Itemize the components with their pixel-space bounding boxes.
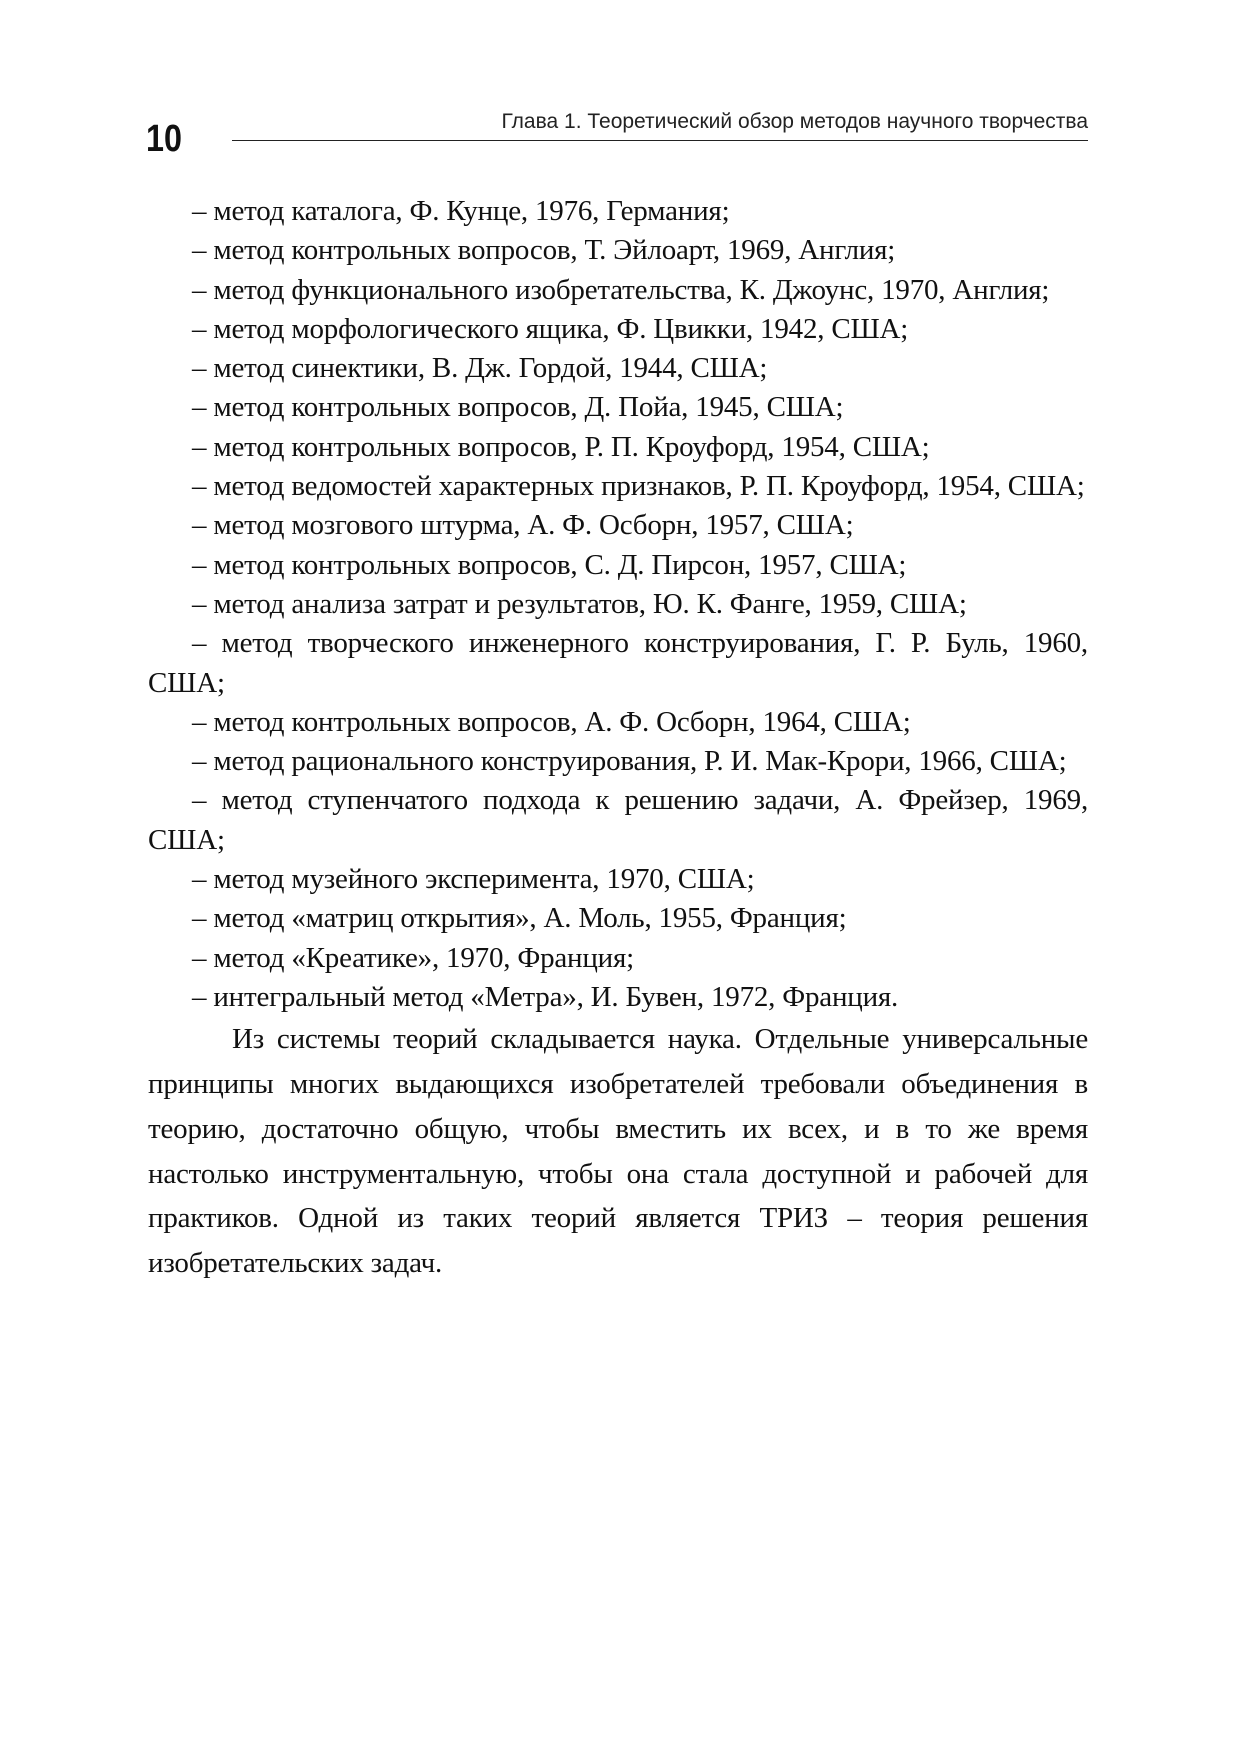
list-item: – метод контрольных вопросов, Д. Пойа, 1945, США; xyxy=(192,391,844,424)
list-item: – метод контрольных вопросов, Р. П. Кроуфорд, 1954, США; xyxy=(192,430,930,463)
list-item: – метод синектики, В. Дж. Гордой, 1944, США; xyxy=(192,352,768,385)
list-item: – метод контрольных вопросов, А. Ф. Осборн, 1964, США; xyxy=(192,705,911,738)
list-item: – метод рационального конструирования, Р. И. Мак-Крори, 1966, США; xyxy=(192,745,1067,778)
list-item: – метод контрольных вопросов, Т. Эйлоарт, 1969, Англия; xyxy=(192,234,896,267)
list-item: – метод «Креатике», 1970, Франция; xyxy=(192,941,634,974)
page-number: 10 xyxy=(146,118,182,160)
header-rule xyxy=(232,140,1088,141)
list-item: – метод мозгового штурма, А. Ф. Осборн, 1957, США; xyxy=(192,509,854,542)
list-item: – метод музейного эксперимента, 1970, США; xyxy=(192,863,755,896)
list-item: – метод морфологического ящика, Ф. Цвикки, 1942, США; xyxy=(192,312,909,345)
list-item: – метод анализа затрат и результатов, Ю. К. Фанге, 1959, США; xyxy=(192,587,967,620)
list-item: – метод каталога, Ф. Кунце, 1976, Германия; xyxy=(192,195,730,227)
list-item: – метод творческого инженерного конструирования, Г. Р. Буль, 1960, США; xyxy=(148,627,1088,699)
list-item: – метод ступенчатого подхода к решению задачи, А. Фрейзер, 1969, США; xyxy=(148,784,1088,856)
list-item: – метод функционального изобретательства, К. Джоунс, 1970, Англия; xyxy=(192,273,1050,306)
list-item: – метод «матриц открытия», А. Моль, 1955, Франция; xyxy=(192,902,847,935)
methods-list xyxy=(148,192,1088,1017)
page-body xyxy=(148,192,1088,1286)
body-paragraph: Из системы теорий складывается наука. Отдельные универсальные принципы многих выдающихся изобретателей требовали объединения в теорию, достаточно общую, чтобы вместить их всех, и в то же время настолько инструментальную, чтобы она стала доступной и рабочей для практиков. Одной из таких теорий является ТРИЗ – теория решения изобретательских задач. xyxy=(148,1023,1088,1280)
list-item: – метод ведомостей характерных признаков, Р. П. Кроуфорд, 1954, США; xyxy=(192,470,1085,503)
list-item: – метод контрольных вопросов, С. Д. Пирсон, 1957, США; xyxy=(192,548,907,581)
running-header: Глава 1. Теоретический обзор методов научного творчества xyxy=(501,110,1088,133)
list-item: – интегральный метод «Метра», И. Бувен, 1972, Франция. xyxy=(192,980,899,1013)
